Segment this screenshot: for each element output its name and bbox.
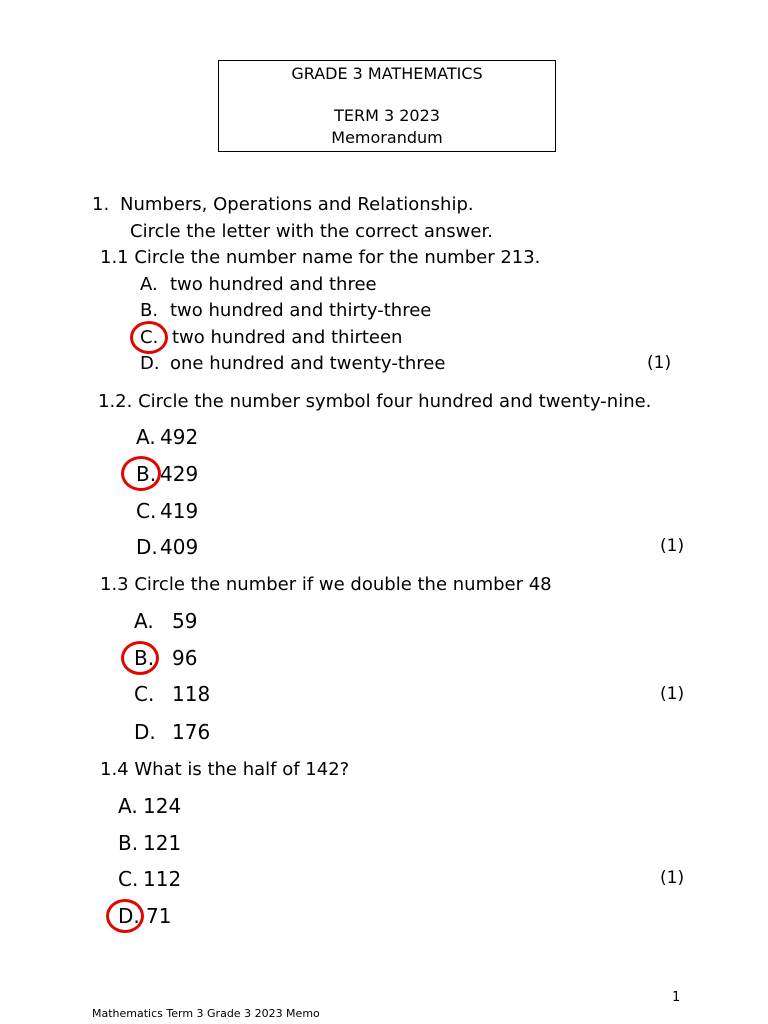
q1-2-option-b-text: 429 [160, 462, 199, 486]
q1-1-option-a-text: two hundred and three [170, 274, 377, 295]
q1-1-option-b-text: two hundred and thirty-three [170, 300, 432, 321]
header-memorandum: Memorandum [331, 128, 443, 147]
q1-4-option-b-letter: B. [118, 831, 139, 855]
question-1-1-prompt: 1.1 Circle the number name for the number 213. [100, 247, 541, 268]
memo-header-box [218, 60, 556, 152]
q1-3-option-d-text: 176 [172, 720, 211, 744]
q1-3-option-d-letter: D. [134, 720, 156, 744]
q1-4-option-c-letter: C. [118, 867, 139, 891]
q1-1-marks: (1) [647, 353, 672, 373]
q1-1-option-a-letter: A. [140, 274, 158, 295]
q1-2-option-c-letter: C. [136, 499, 157, 523]
header-grade-subject: GRADE 3 MATHEMATICS [291, 64, 483, 83]
footer-text: Mathematics Term 3 Grade 3 2023 Memo [92, 1007, 320, 1020]
page-number: 1 [672, 990, 681, 1005]
q1-3-option-b-text: 96 [172, 646, 198, 670]
q1-4-option-d-text: 71 [146, 904, 172, 928]
q1-2-option-b-letter: B. [136, 462, 157, 486]
answer-circle-q1-3 [121, 641, 159, 675]
q1-4-option-d-letter: D. [118, 904, 140, 928]
q1-4-marks: (1) [660, 868, 685, 888]
q1-3-option-c-text: 118 [172, 682, 211, 706]
q1-3-option-a-letter: A. [134, 609, 154, 633]
q1-1-option-c-letter: C. [140, 327, 159, 348]
q1-4-option-a-text: 124 [143, 794, 182, 818]
q1-2-option-d-text: 409 [160, 535, 199, 559]
q1-4-option-a-letter: A. [118, 794, 138, 818]
q1-3-marks: (1) [660, 684, 685, 704]
q1-1-option-d-letter: D. [140, 353, 160, 374]
q1-1-option-c-text: two hundred and thirteen [172, 327, 403, 348]
q1-1-option-d-text: one hundred and twenty-three [170, 353, 446, 374]
q1-3-option-a-text: 59 [172, 609, 198, 633]
question-1-4-prompt: 1.4 What is the half of 142? [100, 759, 350, 780]
answer-circle-q1-2 [121, 456, 161, 491]
q1-4-option-c-text: 112 [143, 867, 182, 891]
section-instruction: Circle the letter with the correct answer. [130, 221, 493, 242]
q1-1-option-b-letter: B. [140, 300, 159, 321]
q1-3-option-b-letter: B. [134, 646, 155, 670]
answer-circle-q1-1 [130, 321, 168, 354]
question-1-3-prompt: 1.3 Circle the number if we double the number 48 [100, 574, 552, 595]
question-1-2-prompt: 1.2. Circle the number symbol four hundred and twenty-nine. [98, 391, 652, 412]
header-term: TERM 3 2023 [334, 106, 440, 125]
q1-3-option-c-letter: C. [134, 682, 155, 706]
answer-circle-q1-4 [106, 899, 144, 933]
q1-2-option-c-text: 419 [160, 499, 199, 523]
q1-2-marks: (1) [660, 536, 685, 556]
q1-2-option-d-letter: D. [136, 535, 158, 559]
section-number: 1. [92, 194, 110, 215]
q1-2-option-a-letter: A. [136, 425, 156, 449]
section-title: Numbers, Operations and Relationship. [120, 194, 474, 215]
q1-2-option-a-text: 492 [160, 425, 199, 449]
q1-4-option-b-text: 121 [143, 831, 182, 855]
